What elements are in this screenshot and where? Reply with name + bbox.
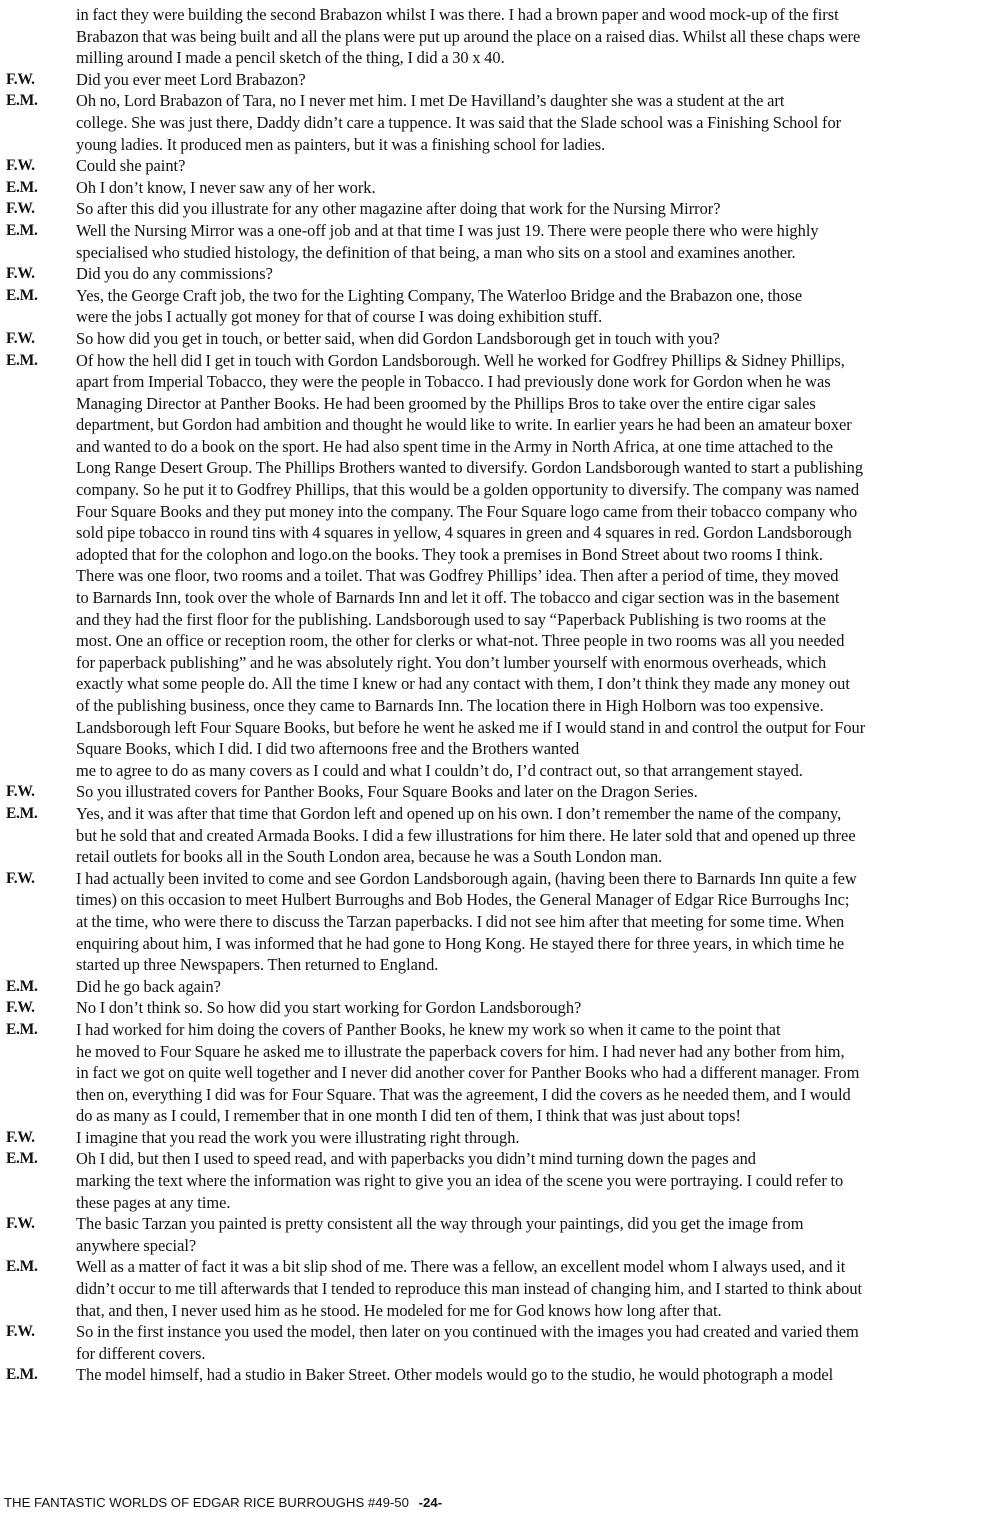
text-line: and they had the first floor for the publishing. Landsborough used to say “Paperback Publishing is two rooms at the: [76, 609, 826, 629]
text-line: Yes, and it was after that time that Gordon left and opened up on his own. I don’t remember the name of the company,: [76, 803, 842, 823]
text-line: were the jobs I actually got money for that of course I was doing exhibition stuff.: [76, 307, 603, 327]
transcript-entry: [6, 1019, 1002, 1127]
text-line: in fact they were building the second Brabazon whilst I was there. I had a brown paper and wood mock-up of the first: [76, 5, 839, 24]
text-line: Did you ever meet Lord Brabazon?: [76, 69, 306, 89]
text-line: So after this did you illustrate for any other magazine after doing that work for the Nursing Mirror?: [76, 199, 721, 219]
text-line: department, but Gordon had ambition and thought he would like to write. In earlier years he had been an amateur boxer: [76, 415, 852, 435]
text-line: exactly what some people do. All the time I knew or had any contact with them, I don’t think they made any money out: [76, 674, 850, 694]
speaker-label: E.M.: [6, 1366, 38, 1384]
speaker-label: F.W.: [6, 329, 35, 347]
transcript-entry: [6, 285, 1002, 328]
speech-text: [76, 868, 1002, 976]
speaker-label: F.W.: [6, 200, 35, 218]
text-line: Managing Director at Panther Books. He had been groomed by the Phillips Bros to take over the entire cigar sales: [76, 393, 816, 413]
transcript-entry: [6, 155, 1002, 177]
transcript-entry: [6, 1127, 1002, 1149]
text-line: retail outlets for books all in the South London area, because he was a South London man.: [76, 847, 663, 867]
speaker-label: E.M.: [6, 221, 38, 239]
publication-title: THE FANTASTIC WORLDS OF EDGAR RICE BURROUGHS #49-50: [4, 1495, 409, 1510]
speaker-label: F.W.: [6, 999, 35, 1017]
speech-text: [76, 220, 1002, 263]
text-line: then on, everything I did was for Four Square. That was the agreement, I did the covers as he needed them, and I would: [76, 1084, 851, 1104]
text-line: So how did you get in touch, or better said, when did Gordon Landsborough get in touch with you?: [76, 328, 720, 348]
text-line: at the time, who were there to discuss the Tarzan paperbacks. I did not see him after that meeting for some time. When: [76, 911, 845, 931]
text-line: enquiring about him, I was informed that he had gone to Hong Kong. He stayed there for three years, in which time he: [76, 933, 845, 953]
speech-text: [76, 803, 1002, 868]
text-line: So in the first instance you used the model, then later on you continued with the images you had created and varied them: [76, 1322, 859, 1342]
text-line: Did you do any commissions?: [76, 264, 273, 284]
speaker-label: F.W.: [6, 783, 35, 801]
text-line: for different covers.: [76, 1343, 206, 1363]
text-line: I had worked for him doing the covers of Panther Books, he knew my work so when it came to the point that: [76, 1019, 781, 1039]
interview-transcript: [6, 4, 1002, 1386]
speech-text: [76, 1364, 1002, 1386]
speaker-label: F.W.: [6, 869, 35, 887]
text-line: in fact we got on quite well together and I never did another cover for Panther Books who had a different manager. From: [76, 1063, 860, 1083]
speech-text: [76, 155, 1002, 177]
transcript-entry: [6, 997, 1002, 1019]
speech-text: [76, 90, 1002, 155]
text-line: Oh I did, but then I used to speed read, and with paperbacks you didn’t mind turning down the pages and: [76, 1149, 756, 1169]
transcript-entry: [6, 1321, 1002, 1364]
text-line: Did he go back again?: [76, 976, 221, 996]
transcript-entry: [6, 868, 1002, 976]
text-line: adopted that for the colophon and logo.on the books. They took a premises in Bond Street about two rooms I think.: [76, 544, 823, 564]
text-line: me to agree to do as many covers as I could and what I couldn’t do, I’d contract out, so that arrangement stayed.: [76, 760, 803, 780]
page-number: -24-: [418, 1495, 443, 1510]
text-line: specialised who studied histology, the definition of that being, a man who sits on a stool and examines another.: [76, 242, 796, 262]
speaker-label: E.M.: [6, 178, 38, 196]
text-line: Yes, the George Craft job, the two for the Lighting Company, The Waterloo Bridge and the Brabazon one, those: [76, 285, 803, 305]
speaker-label: F.W.: [6, 265, 35, 283]
text-line: marking the text where the information was right to give you an idea of the scene you were portraying. I could refer to: [76, 1171, 844, 1191]
text-line: apart from Imperial Tobacco, they were the people in Tobacco. I had previously done work for Gordon when he was: [76, 372, 831, 392]
speaker-label: E.M.: [6, 977, 38, 995]
transcript-entry: [6, 177, 1002, 199]
text-line: Square Books, which I did. I did two afternoons free and the Brothers wanted: [76, 739, 580, 759]
transcript-entry: [6, 1148, 1002, 1213]
text-line: The model himself, had a studio in Baker Street. Other models would go to the studio, he would photograph a model: [76, 1365, 834, 1385]
page-footer: [4, 1495, 604, 1510]
text-line: but he sold that and created Armada Books. I did a few illustrations for him there. He later sold that and opened up three: [76, 825, 856, 845]
text-line: anywhere special?: [76, 1235, 197, 1255]
text-line: Well as a matter of fact it was a bit slip shod of me. There was a fellow, an excellent model whom I always used, and it: [76, 1257, 846, 1277]
text-line: Well the Nursing Mirror was a one-off job and at that time I was just 19. There were people there who were highly: [76, 220, 819, 240]
text-line: of the publishing business, once they came to Barnards Inn. The location there in High Holborn was too expensive.: [76, 696, 824, 715]
text-line: times) on this occasion to meet Hulbert Burroughs and Bob Hodes, the General Manager of Edgar Rice Burroughs Inc;: [76, 890, 850, 910]
speech-text: [76, 328, 1002, 350]
text-line: milling around I made a pencil sketch of the thing, I did a 30 x 40.: [76, 48, 505, 68]
text-line: I had actually been invited to come and see Gordon Landsborough again, (having been there to Barnards Inn quite a few: [76, 868, 857, 888]
text-line: Brabazon that was being built and all the plans were put up around the place on a raised dias. Whilst all these chaps were: [76, 26, 861, 46]
text-line: didn’t occur to me till afterwards that I tended to reproduce this man instead of changing him, and I started to think about: [76, 1279, 863, 1299]
speaker-label: E.M.: [6, 1020, 38, 1038]
transcript-entry: [6, 1364, 1002, 1386]
text-line: and wanted to do a book on the sport. He had also spent time in the Army in North Africa, at one time attached to the: [76, 436, 833, 456]
speaker-label: F.W.: [6, 157, 35, 175]
text-line: Landsborough left Four Square Books, but before he went he asked me if I would stand in and control the output for Four: [76, 717, 866, 737]
speech-text: [76, 285, 1002, 328]
speaker-label: E.M.: [6, 1258, 38, 1276]
speaker-label: F.W.: [6, 1128, 35, 1146]
text-line: do as many as I could, I remember that in one month I did ten of them, I think that was just about tops!: [76, 1106, 741, 1126]
transcript-entry: [6, 781, 1002, 803]
text-line: So you illustrated covers for Panther Books, Four Square Books and later on the Dragon Series.: [76, 782, 698, 802]
speaker-label: F.W.: [6, 1323, 35, 1341]
speaker-label: E.M.: [6, 351, 38, 369]
speaker-label: F.W.: [6, 70, 35, 88]
text-line: company. So he put it to Godfrey Phillips, that this would be a golden opportunity to diversify. The company was named: [76, 480, 860, 500]
speech-text: [76, 4, 1002, 69]
speech-text: [76, 69, 1002, 91]
text-line: young ladies. It produced men as painters, but it was a finishing school for ladies.: [76, 134, 606, 154]
transcript-entry: [6, 220, 1002, 263]
transcript-entry: [6, 263, 1002, 285]
text-line: he moved to Four Square he asked me to illustrate the paperback covers for him. I had never had any bother from him,: [76, 1041, 845, 1061]
text-line: Four Square Books and they put money into the company. The Four Square logo came from their tobacco company who: [76, 501, 858, 521]
transcript-entry: [6, 1256, 1002, 1321]
speaker-label: E.M.: [6, 1150, 38, 1168]
speech-text: [76, 1019, 1002, 1127]
text-line: Could she paint?: [76, 156, 186, 176]
text-line: The basic Tarzan you painted is pretty consistent all the way through your paintings, did you get the image from: [76, 1214, 804, 1234]
speaker-label: F.W.: [6, 1215, 35, 1233]
speech-text: [76, 198, 1002, 220]
text-line: for paperback publishing” and he was absolutely right. You don’t lumber yourself with enormous overheads, which: [76, 652, 827, 672]
speech-text: [76, 1321, 1002, 1364]
transcript-entry: [6, 90, 1002, 155]
speech-text: [76, 997, 1002, 1019]
text-line: I imagine that you read the work you were illustrating right through.: [76, 1127, 520, 1147]
speech-text: [76, 263, 1002, 285]
text-line: most. One an office or reception room, the other for clerks or what-not. Three people in two rooms was all you needed: [76, 631, 845, 651]
text-line: sold pipe tobacco in round tins with 4 squares in yellow, 4 squares in green and 4 squares in red. Gordon Landsborough: [76, 523, 852, 543]
transcript-entry: [6, 69, 1002, 91]
speech-text: [76, 177, 1002, 199]
speech-text: [76, 350, 1002, 782]
transcript-entry: [6, 4, 1002, 69]
transcript-entry: [6, 350, 1002, 782]
speech-text: [76, 1127, 1002, 1149]
text-line: college. She was just there, Daddy didn’t care a tuppence. It was said that the Slade school was a Finishing School for: [76, 112, 842, 132]
speech-text: [76, 1213, 1002, 1256]
text-line: Long Range Desert Group. The Phillips Brothers wanted to diversify. Gordon Landsborough wanted to start a publishing: [76, 458, 864, 478]
speaker-label: E.M.: [6, 92, 38, 110]
speaker-label: E.M.: [6, 286, 38, 304]
transcript-entry: [6, 803, 1002, 868]
text-line: There was one floor, two rooms and a toilet. That was Godfrey Phillips’ idea. Then after a period of time, they moved: [76, 566, 839, 586]
text-line: No I don’t think so. So how did you start working for Gordon Landsborough?: [76, 998, 582, 1018]
text-line: Oh no, Lord Brabazon of Tara, no I never met him. I met De Havilland’s daughter she was a student at the art: [76, 91, 785, 111]
transcript-entry: [6, 328, 1002, 350]
speech-text: [76, 976, 1002, 998]
text-line: these pages at any time.: [76, 1192, 231, 1212]
text-line: started up three Newspapers. Then returned to England.: [76, 955, 439, 975]
speech-text: [76, 781, 1002, 803]
text-line: that, and then, I never used him as he stood. He modeled for me for God knows how long after that.: [76, 1300, 722, 1320]
transcript-entry: [6, 198, 1002, 220]
text-line: Oh I don’t know, I never saw any of her work.: [76, 177, 376, 197]
speech-text: [76, 1256, 1002, 1321]
speaker-label: E.M.: [6, 804, 38, 822]
speech-text: [76, 1148, 1002, 1213]
text-line: Of how the hell did I get in touch with Gordon Landsborough. Well he worked for Godfrey Phillips & Sidney Phillips,: [76, 350, 845, 370]
transcript-entry: [6, 976, 1002, 998]
transcript-entry: [6, 1213, 1002, 1256]
text-line: to Barnards Inn, took over the whole of Barnards Inn and let it off. The tobacco and cigar section was in the basement: [76, 588, 840, 608]
